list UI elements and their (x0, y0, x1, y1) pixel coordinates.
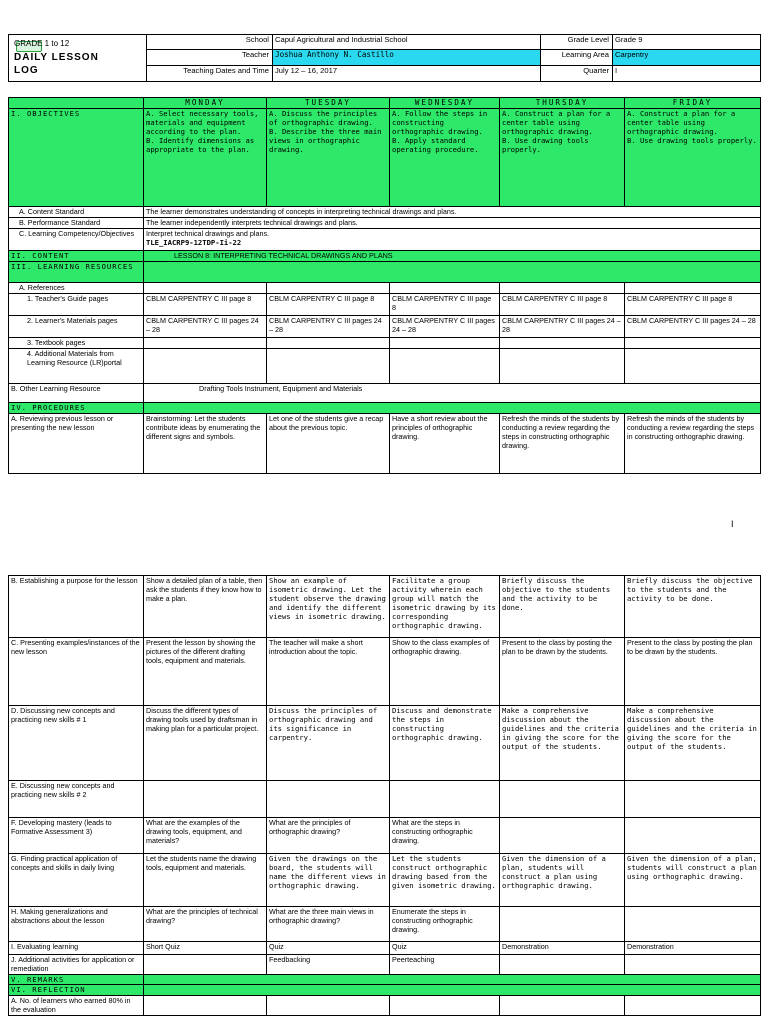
textbook-cell (390, 338, 500, 349)
additional-cell (625, 349, 761, 384)
area-value: Carpentry (613, 50, 761, 65)
day-wednesday: WEDNESDAY (390, 98, 500, 109)
content-label: II. CONTENT (9, 251, 144, 262)
objectives-label: I. OBJECTIVES (9, 109, 144, 207)
discussing-1-cell: Make a comprehensive discussion about the guidelines and the criteria in giving the score for the output of the students. (625, 706, 761, 781)
objectives-row (9, 109, 761, 207)
additional-cell (500, 349, 625, 384)
additional-cell (144, 349, 267, 384)
establishing-cell: Facilitate a group activity wherein each group will match the isometric drawing by its corresponding orthographic drawing. (390, 576, 500, 638)
teacher-label: Teacher (147, 50, 273, 65)
corner-cell (9, 98, 144, 109)
establishing-cell: Briefly discuss the objective to the students and the activity to be done. (625, 576, 761, 638)
tg-pages-friday: CBLM CARPENTRY C III page 8 (625, 294, 761, 316)
logo-grade-text: GRADE 1 to 12 (14, 39, 70, 48)
finding-cell: Let the students name the drawing tools, equipment and materials. (144, 854, 267, 907)
teacher-value: Joshua Anthony N. Castillo (273, 50, 541, 65)
additional-cell: Peerteaching (390, 955, 500, 975)
remarks-label: V. REMARKS (9, 975, 144, 985)
other-resources-text: Drafting Tools Instrument, Equipment and Materials (144, 384, 761, 403)
content-standard-text: The learner demonstrates understanding of concepts in interpreting technical drawings and plans. (144, 207, 761, 218)
references-cell (500, 283, 625, 294)
discussing-2-row (9, 781, 761, 818)
tg-pages-tuesday: CBLM CARPENTRY C III page 8 (267, 294, 390, 316)
reflection-label: VI. REFLECTION (9, 985, 144, 996)
competency-cell (144, 229, 761, 251)
grade-value: Grade 9 (613, 35, 761, 50)
tg-pages-monday: CBLM CARPENTRY C III page 8 (144, 294, 267, 316)
tg-pages-label: 1. Teacher's Guide pages (9, 294, 144, 316)
references-cell (625, 283, 761, 294)
performance-standard-text: The learner independently interprets technical drawings and plans. (144, 218, 761, 229)
days-row (9, 98, 761, 109)
making-label: H. Making generalizations and abstractions about the lesson (9, 907, 144, 942)
content-text: LESSON 8: INTERPRETING TECHNICAL DRAWINGS AND PLANS (144, 251, 761, 262)
finding-cell: Given the drawings on the board, the students will name the different views in orthographic drawing. (267, 854, 390, 907)
finding-cell: Given the dimension of a plan, students will construct a plan using orthographic drawing. (625, 854, 761, 907)
logo-cell (9, 35, 147, 82)
header-table (8, 34, 761, 82)
presenting-cell: Show to the class examples of orthographic drawing. (390, 638, 500, 706)
competency-text: Interpret technical drawings and plans. (146, 229, 270, 238)
tg-pages-thursday: CBLM CARPENTRY C III page 8 (500, 294, 625, 316)
making-row (9, 907, 761, 942)
making-cell: Enumerate the steps in constructing orthographic drawing. (390, 907, 500, 942)
finding-label: G. Finding practical application of concepts and skills in daily living (9, 854, 144, 907)
presenting-label: C. Presenting examples/instances of the new lesson (9, 638, 144, 706)
additional-cell (267, 349, 390, 384)
reviewing-wednesday: Have a short review about the principles of orthographic drawing. (390, 414, 500, 474)
additional-cell (144, 955, 267, 975)
making-cell: What are the principles of technical drawing? (144, 907, 267, 942)
other-resources-label: B. Other Learning Resource (9, 384, 144, 403)
day-friday: FRIDAY (625, 98, 761, 109)
presenting-cell: Present to the class by posting the plan to be drawn by the students. (500, 638, 625, 706)
lm-pages-monday: CBLM CARPENTRY C III pages 24 – 28 (144, 316, 267, 338)
objective-thursday: A. Construct a plan for a center table using orthographic drawing. B. Use drawing tools properly. (500, 109, 625, 207)
presenting-cell: Present the lesson by showing the pictures of the different drafting tools, equipment and materials. (144, 638, 267, 706)
discussing-2-cell (500, 781, 625, 818)
discussing-2-cell (144, 781, 267, 818)
page-mark: I (731, 519, 734, 529)
reviewing-row (9, 414, 761, 474)
area-label: Learning Area (541, 50, 613, 65)
additional-materials-label: 4. Additional Materials from Learning Resource (LR)portal (9, 349, 144, 384)
references-cell (267, 283, 390, 294)
evaluating-cell: Quiz (390, 942, 500, 955)
evaluating-label: I. Evaluating learning (9, 942, 144, 955)
discussing-1-cell: Discuss the principles of orthographic drawing and its significance in carpentry. (267, 706, 390, 781)
textbook-cell (500, 338, 625, 349)
lesson-table-page2 (8, 575, 761, 1016)
reflection-a-label: A. No. of learners who earned 80% in the evaluation (9, 996, 144, 1016)
procedures-fill (144, 403, 761, 414)
school-label: School (147, 35, 273, 50)
reviewing-monday: Brainstorming: Let the students contribute ideas by enumerating the different signs and symbols. (144, 414, 267, 474)
finding-row (9, 854, 761, 907)
reflection-fill (144, 985, 761, 996)
discussing-2-cell (625, 781, 761, 818)
reflection-a-cell (390, 996, 500, 1016)
day-monday: MONDAY (144, 98, 267, 109)
textbook-cell (625, 338, 761, 349)
textbook-cell (267, 338, 390, 349)
content-standard-label: A. Content Standard (9, 207, 144, 218)
reviewing-label: A. Reviewing previous lesson or presenting the new lesson (9, 414, 144, 474)
evaluating-row (9, 942, 761, 955)
lm-pages-thursday: CBLM CARPENTRY C III pages 24 – 28 (500, 316, 625, 338)
objective-friday: A. Construct a plan for a center table using orthographic drawing. B. Use drawing tools properly. (625, 109, 761, 207)
lm-pages-label: 2. Learner's Materials pages (9, 316, 144, 338)
procedures-label: IV. PROCEDURES (9, 403, 144, 414)
lesson-table-page1 (8, 97, 761, 474)
reviewing-friday: Refresh the minds of the students by conducting a review regarding the steps in constructing orthographic drawing. (625, 414, 761, 474)
additional-cell: Feedbacking (267, 955, 390, 975)
discussing-2-cell (390, 781, 500, 818)
establishing-cell: Show an example of isometric drawing. Let the student observe the drawing and identify the different views in isometric drawing. (267, 576, 390, 638)
lm-pages-friday: CBLM CARPENTRY C III pages 24 – 28 (625, 316, 761, 338)
developing-cell: What are the examples of the drawing tools, equipment, and materials? (144, 818, 267, 854)
evaluating-cell: Short Quiz (144, 942, 267, 955)
additional-cell (390, 349, 500, 384)
remarks-fill (144, 975, 761, 985)
establishing-cell: Show a detailed plan of a table, then ask the students if they know how to make a plan. (144, 576, 267, 638)
evaluating-cell: Quiz (267, 942, 390, 955)
developing-label: F. Developing mastery (leads to Formative Assessment 3) (9, 818, 144, 854)
reviewing-tuesday: Let one of the students give a recap about the previous topic. (267, 414, 390, 474)
logo-daily-lesson: DAILY LESSON (14, 52, 99, 63)
dates-value: July 12 – 16, 2017 (273, 65, 541, 81)
objective-monday: A. Select necessary tools, materials and equipment according to the plan. B. Identify dimensions as appropriate to the plan. (144, 109, 267, 207)
textbook-pages-label: 3. Textbook pages (9, 338, 144, 349)
logo-log: LOG (14, 65, 39, 76)
learning-resources-label: III. LEARNING RESOURCES (9, 262, 144, 283)
tg-pages-wednesday: CBLM CARPENTRY C III page 8 (390, 294, 500, 316)
developing-row (9, 818, 761, 854)
making-cell (625, 907, 761, 942)
reflection-a-cell (500, 996, 625, 1016)
presenting-cell: The teacher will make a short introduction about the topic. (267, 638, 390, 706)
presenting-cell: Present to the class by posting the plan to be drawn by the students. (625, 638, 761, 706)
school-value: Capul Agricultural and Industrial School (273, 35, 541, 50)
developing-cell (625, 818, 761, 854)
reflection-a-cell (267, 996, 390, 1016)
discussing-1-label: D. Discussing new concepts and practicing new skills # 1 (9, 706, 144, 781)
discussing-2-label: E. Discussing new concepts and practicing new skills # 2 (9, 781, 144, 818)
performance-standard-label: B. Performance Standard (9, 218, 144, 229)
day-thursday: THURSDAY (500, 98, 625, 109)
discussing-1-cell: Make a comprehensive discussion about the guidelines and the criteria in giving the score for the output of the students. (500, 706, 625, 781)
discussing-1-row (9, 706, 761, 781)
reflection-a-cell (144, 996, 267, 1016)
developing-cell: What are the principles of orthographic drawing? (267, 818, 390, 854)
day-tuesday: TUESDAY (267, 98, 390, 109)
references-cell (390, 283, 500, 294)
presenting-row (9, 638, 761, 706)
reviewing-thursday: Refresh the minds of the students by conducting a review regarding the steps in constructing orthographic drawing. (500, 414, 625, 474)
evaluating-cell: Demonstration (625, 942, 761, 955)
learning-resources-fill (144, 262, 761, 283)
additional-cell (625, 955, 761, 975)
discussing-2-cell (267, 781, 390, 818)
reflection-a-cell (625, 996, 761, 1016)
establishing-label: B. Establishing a purpose for the lesson (9, 576, 144, 638)
establishing-row (9, 576, 761, 638)
textbook-cell (144, 338, 267, 349)
references-cell (144, 283, 267, 294)
references-label: A. References (9, 283, 144, 294)
competency-code: TLE_IACRP9-12TDP-Ii-22 (146, 238, 242, 247)
developing-cell: What are the steps in constructing orthographic drawing. (390, 818, 500, 854)
objective-tuesday: A. Discuss the principles of orthographic drawing. B. Describe the three main views in orthographic drawing. (267, 109, 390, 207)
additional-cell (500, 955, 625, 975)
discussing-1-cell: Discuss and demonstrate the steps in constructing orthographic drawing. (390, 706, 500, 781)
objective-wednesday: A. Follow the steps in constructing orthographic drawing. B. Apply standard operating procedure. (390, 109, 500, 207)
grade-label: Grade Level (541, 35, 613, 50)
additional-row (9, 955, 761, 975)
lm-pages-tuesday: CBLM CARPENTRY C III pages 24 – 28 (267, 316, 390, 338)
finding-cell: Given the dimension of a plan, students will construct a plan using orthographic drawing. (500, 854, 625, 907)
developing-cell (500, 818, 625, 854)
making-cell: What are the three main views in orthographic drawing? (267, 907, 390, 942)
making-cell (500, 907, 625, 942)
quarter-value: I (613, 65, 761, 81)
dates-label: Teaching Dates and Time (147, 65, 273, 81)
discussing-1-cell: Discuss the different types of drawing tools used by draftsman in making plan for a particular project. (144, 706, 267, 781)
additional-label: J. Additional activities for application or remediation (9, 955, 144, 975)
lm-pages-wednesday: CBLM CARPENTRY C III pages 24 – 28 (390, 316, 500, 338)
finding-cell: Let the students construct orthographic drawing based from the given isometric drawing. (390, 854, 500, 907)
quarter-label: Quarter (541, 65, 613, 81)
evaluating-cell: Demonstration (500, 942, 625, 955)
establishing-cell: Briefly discuss the objective to the students and the activity to be done. (500, 576, 625, 638)
competency-label: C. Learning Competency/Objectives (9, 229, 144, 251)
